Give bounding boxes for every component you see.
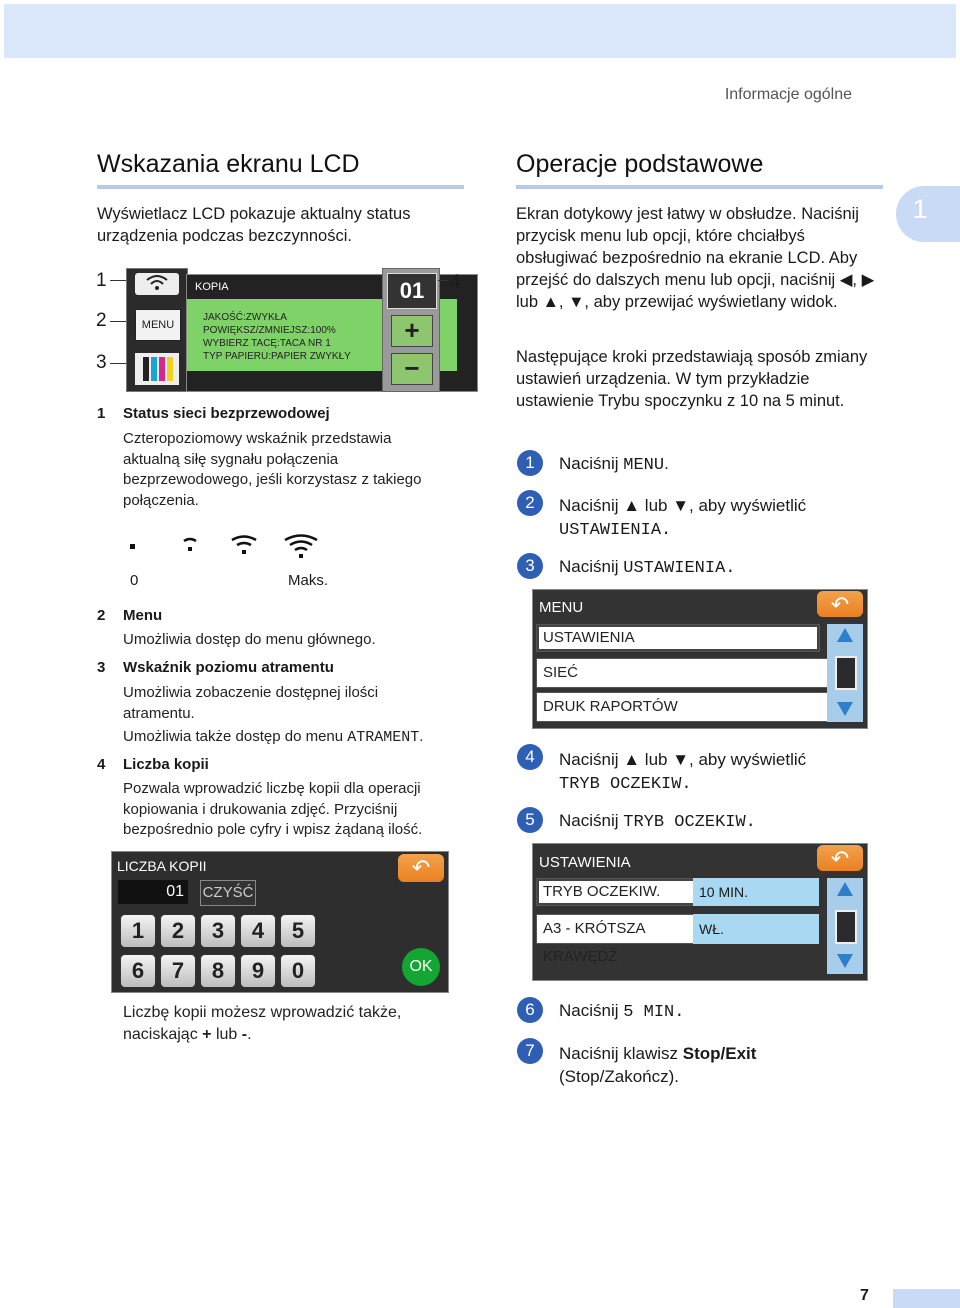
- step-number: 3: [517, 553, 543, 579]
- keypad-screen: [111, 851, 449, 993]
- ok-button[interactable]: OK: [402, 948, 440, 986]
- scroll-up-icon[interactable]: [837, 882, 853, 896]
- scroll-down-icon[interactable]: [837, 702, 853, 716]
- menu-row-settings[interactable]: USTAWIENIA: [536, 624, 820, 652]
- digit-button[interactable]: 0: [280, 954, 316, 988]
- code-atrament: ATRAMENT: [347, 729, 420, 746]
- item-title: Status sieci bezprzewodowej: [123, 405, 330, 422]
- step-text: Naciśnij 5 MIN.: [559, 1001, 685, 1022]
- digit-button[interactable]: 8: [200, 954, 236, 988]
- settings-value-a3[interactable]: WŁ.: [693, 914, 819, 944]
- item-text: Czteropoziomowy wskaźnik przedstawia aktualną siłę sygnału połączenia bezprzewodowego, jeśli korzystasz z takiego połączenia.: [123, 430, 422, 509]
- back-button[interactable]: ↶: [817, 845, 863, 871]
- digit-button[interactable]: 9: [240, 954, 276, 988]
- step-text: Naciśnij klawisz Stop/Exit (Stop/Zakończ).: [559, 1044, 757, 1086]
- right-title-rule: [516, 185, 883, 189]
- item-number: 1: [97, 405, 106, 422]
- signal-strength-scale: [120, 534, 340, 566]
- plus-button[interactable]: +: [391, 315, 433, 347]
- menu-screen: [532, 589, 868, 729]
- step-number: 1: [517, 450, 543, 476]
- step-text: Naciśnij TRYB OCZEKIW.: [559, 811, 756, 832]
- settings-value-sleep[interactable]: 10 MIN.: [693, 878, 819, 906]
- lcd-screen-title: KOPIA: [195, 281, 229, 293]
- step-text: Naciśnij ▲ lub ▼, aby wyświetlić USTAWIENIA.: [559, 496, 807, 540]
- step-text: Naciśnij ▲ lub ▼, aby wyświetlić TRYB OCZEKIW.: [559, 750, 807, 794]
- keypad-title: LICZBA KOPII: [117, 858, 207, 874]
- menu-screen-title: MENU: [539, 599, 584, 616]
- copy-count-display[interactable]: 01: [387, 273, 437, 309]
- section-header: Informacje ogólne: [724, 86, 852, 103]
- step-text: Naciśnij USTAWIENIA.: [559, 557, 736, 578]
- item-number: 2: [97, 607, 106, 624]
- right-para-2: Następujące kroki przedstawiają sposób zmiany ustawień urządzenia. W tym przykładzie ustawienie Trybu spoczynku z 10 na 5 minut.: [516, 348, 868, 410]
- lcd-home-figure: [96, 268, 476, 398]
- right-para-1: Ekran dotykowy jest łatwy w obsłudze. Naciśnij przycisk menu lub opcji, które chciałbyś obsługiwać bezpośrednio na ekranie LCD. Aby przejść do dalszych menu lub opcji, naciśnij ◀, ▶ lub ▲, ▼, aby przewijać wyświetlany widok.: [516, 205, 875, 311]
- settings-screen-title: USTAWIENIA: [539, 854, 631, 871]
- digit-button[interactable]: 2: [160, 914, 196, 948]
- lcd-line: TYP PAPIERU:PAPIER ZWYKŁY: [203, 351, 351, 362]
- step-text: Naciśnij MENU.: [559, 454, 669, 475]
- page-number: 7: [860, 1287, 869, 1304]
- step-number: 7: [517, 1038, 543, 1064]
- menu-row-network[interactable]: SIEĆ: [536, 658, 828, 688]
- back-button[interactable]: ↶: [817, 591, 863, 617]
- step-number: 4: [517, 744, 543, 770]
- step-number: 5: [517, 807, 543, 833]
- lcd-line: JAKOŚĆ:ZWYKŁA: [203, 312, 287, 323]
- item-number: 4: [97, 756, 106, 773]
- minus-button[interactable]: −: [391, 353, 433, 385]
- digit-button[interactable]: 7: [160, 954, 196, 988]
- signal-min-label: 0: [130, 572, 139, 589]
- digit-button[interactable]: 4: [240, 914, 276, 948]
- step-number: 6: [517, 997, 543, 1023]
- item-text: Pozwala wprowadzić liczbę kopii dla operacji kopiowania i drukowania zdjęć. Przyciśnij bezpośrednio pole cyfry i wpisz żądaną ilość.: [123, 780, 423, 838]
- lcd-line: WYBIERZ TACĘ:TACA NR 1: [203, 338, 331, 349]
- callout-2: 2: [96, 310, 107, 331]
- item-title: Liczba kopii: [123, 756, 209, 773]
- footer-bar: [893, 1289, 960, 1308]
- copy-count-panel: [382, 268, 440, 392]
- item-text: Umożliwia dostęp do menu głównego.: [123, 631, 376, 648]
- wifi-status-icon: [135, 273, 179, 295]
- left-intro: Wyświetlacz LCD pokazuje aktualny status urządzenia podczas bezczynności.: [97, 205, 411, 245]
- left-section-title: Wskazania ekranu LCD: [97, 150, 360, 178]
- clear-button[interactable]: CZYŚĆ: [200, 880, 256, 906]
- top-band: [4, 4, 956, 58]
- menu-button[interactable]: MENU: [135, 309, 181, 341]
- item-text: Umożliwia zobaczenie dostępnej ilości atramentu.: [123, 684, 379, 722]
- digit-button[interactable]: 6: [120, 954, 156, 988]
- settings-row-a3[interactable]: A3 - KRÓTSZA KRAWĘDŹ: [536, 914, 696, 944]
- scrollbar[interactable]: [827, 878, 863, 974]
- scroll-up-icon[interactable]: [837, 628, 853, 642]
- left-title-rule: [97, 185, 464, 189]
- signal-max-label: Maks.: [288, 572, 329, 589]
- menu-row-reports[interactable]: DRUK RAPORTÓW: [536, 692, 828, 722]
- scroll-thumb[interactable]: [835, 910, 857, 944]
- callout-1: 1: [96, 270, 107, 291]
- keypad-note: Liczbę kopii możesz wprowadzić także, naciskając + lub -.: [123, 1004, 402, 1043]
- settings-row-sleep[interactable]: TRYB OCZEKIW.: [536, 878, 696, 906]
- keypad-value: 01: [118, 880, 188, 904]
- item-number: 3: [97, 659, 106, 676]
- scroll-thumb[interactable]: [835, 656, 857, 690]
- item-title: Wskaźnik poziomu atramentu: [123, 659, 334, 676]
- back-button[interactable]: ↶: [398, 854, 444, 882]
- settings-screen: [532, 843, 868, 981]
- item-text-extra: Umożliwia także dostęp do menu ATRAMENT.: [123, 728, 424, 746]
- chapter-number: 1: [912, 194, 928, 224]
- digit-button[interactable]: 1: [120, 914, 156, 948]
- callout-3: 3: [96, 352, 107, 373]
- step-number: 2: [517, 490, 543, 516]
- digit-button[interactable]: 5: [280, 914, 316, 948]
- scroll-down-icon[interactable]: [837, 954, 853, 968]
- callout-4: 4: [450, 272, 461, 293]
- ink-level-icon[interactable]: [135, 353, 179, 385]
- lcd-line: POWIĘKSZ/ZMNIEJSZ:100%: [203, 325, 336, 336]
- scrollbar[interactable]: [827, 624, 863, 722]
- digit-button[interactable]: 3: [200, 914, 236, 948]
- right-section-title: Operacje podstawowe: [516, 150, 764, 178]
- item-title: Menu: [123, 607, 163, 624]
- lcd-left-panel: [126, 268, 188, 392]
